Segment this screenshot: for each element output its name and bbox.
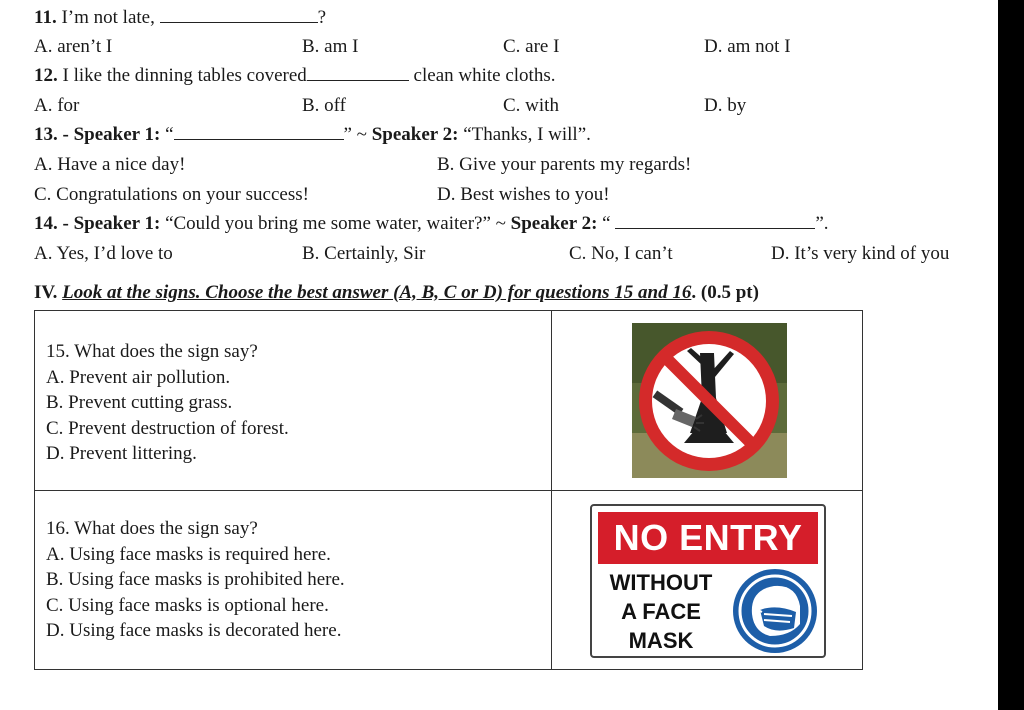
q15-option-c[interactable]: C. Prevent destruction of forest. [46, 417, 289, 439]
table-divider-horizontal [35, 490, 862, 491]
q14-stem-a: “Could you bring me some water, waiter?” ~ [165, 213, 506, 234]
no-entry-mask-sign [590, 504, 826, 658]
q16-option-c[interactable]: C. Using face masks is optional here. [46, 594, 329, 616]
q11-option-b[interactable]: B. am I [302, 36, 359, 57]
q14-option-d[interactable]: D. It’s very kind of you [771, 243, 950, 264]
q12-stem [34, 65, 555, 87]
q16-block [46, 516, 345, 644]
q14-option-c[interactable]: C. No, I can’t [569, 243, 673, 264]
q12-stem-a: I like the dinning tables covered [62, 65, 307, 86]
q15-option-a[interactable]: A. Prevent air pollution. [46, 366, 231, 388]
q13-close-quote: ” ~ [343, 124, 367, 145]
q11-option-c[interactable]: C. are I [503, 36, 560, 57]
q16-option-b[interactable]: B. Using face masks is prohibited here. [46, 569, 345, 590]
q12-option-d[interactable]: D. by [704, 95, 747, 116]
q12-option-a[interactable]: A. for [34, 95, 80, 116]
no-tree-cutting-icon [632, 323, 787, 478]
q11-option-a[interactable]: A. aren’t I [34, 36, 113, 57]
q13-number: 13. - Speaker 1: [34, 124, 161, 145]
q11-stem-a: I’m not late, [61, 7, 155, 28]
q15-option-d[interactable]: D. Prevent littering. [46, 443, 197, 464]
q13-open-quote: “ [165, 124, 174, 145]
q15-question: 15. What does the sign say? [46, 341, 258, 362]
q11-blank [160, 8, 318, 23]
section-iv-heading [34, 282, 759, 304]
q13-option-c[interactable]: C. Congratulations on your success! [34, 184, 309, 205]
q11-option-d[interactable]: D. am not I [704, 36, 791, 57]
q14-stem [34, 213, 829, 235]
face-mask-icon [730, 566, 820, 656]
q12-blank [307, 66, 409, 81]
q11-stem-b: ? [317, 7, 327, 28]
q12-option-c[interactable]: C. with [503, 95, 559, 116]
q12-stem-b: clean white cloths. [413, 65, 556, 86]
q13-blank [174, 125, 344, 140]
section-iv-number: IV. [34, 282, 58, 303]
q11-number: 11. [34, 7, 57, 28]
section-iv-instruction: Look at the signs. Choose the best answer (A, B, C or D) for questions 15 and 16 [62, 282, 692, 303]
sign-line-3: MASK [628, 628, 694, 653]
q14-option-b[interactable]: B. Certainly, Sir [302, 243, 426, 264]
q15-option-b[interactable]: B. Prevent cutting grass. [46, 392, 233, 413]
q14-speaker2: Speaker 2: [510, 213, 598, 234]
q14-blank [615, 214, 815, 229]
q14-option-a[interactable]: A. Yes, I’d love to [34, 243, 173, 264]
q13-stem-c: “Thanks, I will”. [463, 124, 591, 145]
q14-close-quote: ”. [815, 213, 829, 234]
q16-question: 16. What does the sign say? [46, 518, 258, 539]
sign-text [596, 568, 726, 655]
sign-line-2: A FACE [621, 599, 701, 624]
q13-option-a[interactable]: A. Have a nice day! [34, 154, 186, 175]
q11-stem [34, 7, 326, 29]
q12-option-b[interactable]: B. off [302, 95, 346, 116]
q15-block [46, 339, 289, 467]
sign-title: NO ENTRY [598, 512, 818, 564]
q16-option-d[interactable]: D. Using face masks is decorated here. [46, 620, 342, 641]
q14-open-quote: “ [602, 213, 611, 234]
q13-speaker2: Speaker 2: [371, 124, 459, 145]
q14-number: 14. - Speaker 1: [34, 213, 161, 234]
section-iv-points: . (0.5 pt) [691, 282, 759, 303]
q13-option-b[interactable]: B. Give your parents my regards! [437, 154, 692, 175]
q13-stem [34, 124, 591, 146]
q12-number: 12. [34, 65, 58, 86]
q16-option-a[interactable]: A. Using face masks is required here. [46, 543, 331, 565]
sign-line-1: WITHOUT [609, 570, 713, 595]
q13-option-d[interactable]: D. Best wishes to you! [437, 184, 610, 205]
